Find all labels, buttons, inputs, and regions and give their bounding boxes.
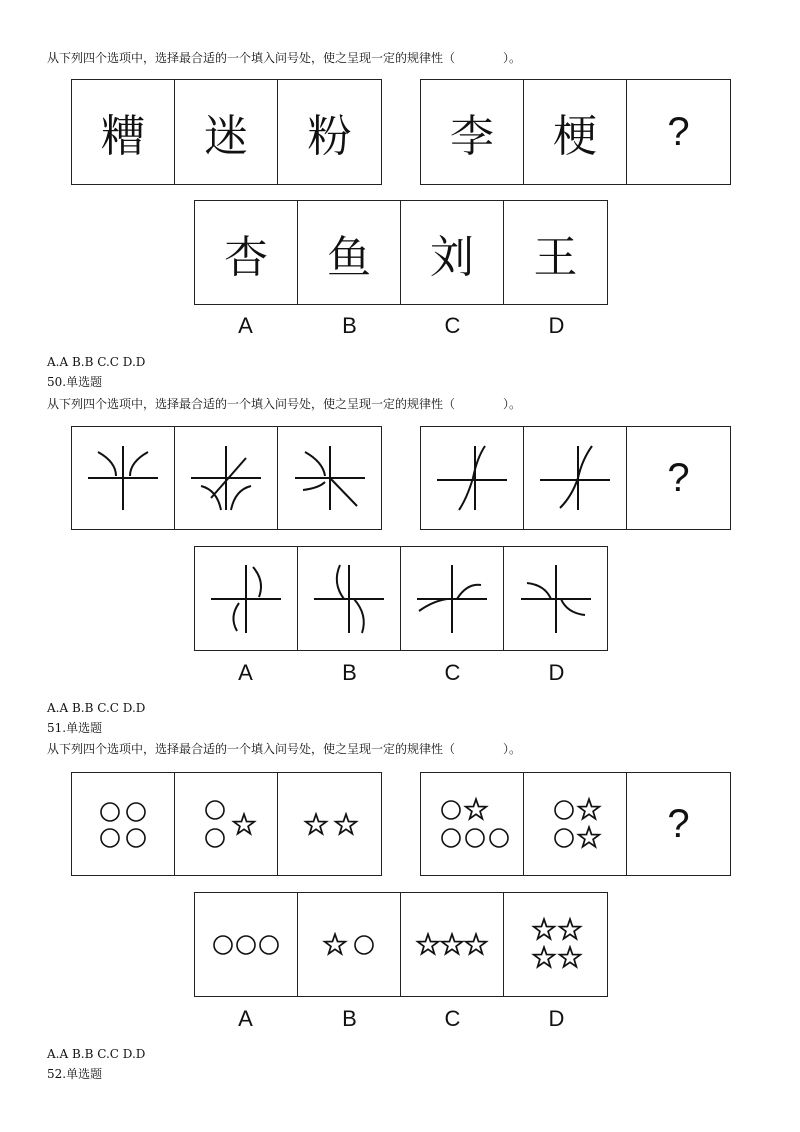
q51-choices: A.A B.B C.C D.D bbox=[47, 1047, 146, 1061]
hanzi-char: 杏 bbox=[224, 231, 268, 283]
cross-with-arcs-icon bbox=[181, 438, 271, 518]
two-circles-one-star-icon bbox=[181, 784, 271, 864]
q50-g2-cell-2 bbox=[524, 427, 627, 529]
q49-option-b[interactable] bbox=[298, 201, 401, 304]
hanzi-char: 王 bbox=[533, 231, 578, 283]
cross-with-s-curve-icon bbox=[427, 438, 517, 518]
question-mark: ? bbox=[667, 455, 690, 500]
q50-g2-cell-1 bbox=[421, 427, 524, 529]
q51-option-b[interactable] bbox=[298, 893, 401, 996]
q50-option-a[interactable] bbox=[195, 547, 298, 650]
q50-option-d[interactable] bbox=[504, 547, 607, 650]
q49-option-d[interactable] bbox=[504, 201, 607, 304]
q51-group2 bbox=[420, 772, 731, 876]
q50-choices: A.A B.B C.C D.D bbox=[47, 701, 146, 715]
option-letter: C bbox=[444, 313, 461, 338]
option-letter: C bbox=[444, 1006, 461, 1031]
q49-group1 bbox=[71, 79, 382, 185]
option-letter: D bbox=[548, 1006, 565, 1031]
option-d-figure-icon bbox=[511, 559, 601, 639]
q50-header: 50.单选题 bbox=[47, 375, 103, 389]
q49-g1-cell-1 bbox=[72, 80, 175, 184]
q49-g2-cell-2 bbox=[524, 80, 627, 184]
q49-g2-cell-1 bbox=[421, 80, 524, 184]
q51-g2-cell-2 bbox=[524, 773, 627, 875]
question-mark: ? bbox=[667, 109, 690, 154]
q50-group1 bbox=[71, 426, 382, 530]
option-letter: D bbox=[548, 660, 565, 685]
hanzi-char: 梗 bbox=[553, 111, 597, 162]
option-letter: B bbox=[342, 313, 357, 338]
q50-g1-cell-2 bbox=[175, 427, 278, 529]
q49-g2-cell-3 bbox=[627, 80, 730, 184]
q49-g1-cell-2 bbox=[175, 80, 278, 184]
hanzi-char: 鱼 bbox=[327, 231, 371, 283]
q52-header: 52.单选题 bbox=[47, 1067, 103, 1081]
option-letter: C bbox=[444, 660, 461, 685]
q51-g1-cell-3 bbox=[278, 773, 381, 875]
q50-option-b[interactable] bbox=[298, 547, 401, 650]
q51-g2-cell-1 bbox=[421, 773, 524, 875]
q51-prompt: 从下列四个选项中，选择最合适的一个填入问号处，使之呈现一定的规律性（ ）。 bbox=[47, 742, 522, 756]
q50-options bbox=[194, 546, 608, 651]
q50-g1-cell-1 bbox=[72, 427, 175, 529]
two-stars-icon bbox=[285, 784, 375, 864]
option-a-figure-icon bbox=[201, 559, 291, 639]
option-letter: A bbox=[238, 660, 253, 685]
q49-group2 bbox=[420, 79, 731, 185]
question-mark: ? bbox=[667, 801, 690, 846]
option-letter: B bbox=[342, 660, 357, 685]
hanzi-char: 刘 bbox=[430, 231, 474, 283]
q49-option-c[interactable] bbox=[401, 201, 504, 304]
option-letter: D bbox=[548, 313, 565, 338]
option-letter: A bbox=[238, 1006, 253, 1031]
cross-with-s-curve-icon bbox=[530, 438, 620, 518]
q49-choices: A.A B.B C.C D.D bbox=[47, 355, 146, 369]
two-circles-two-stars-icon bbox=[530, 784, 620, 864]
cross-with-arcs-icon bbox=[78, 438, 168, 518]
q51-header: 51.单选题 bbox=[47, 721, 103, 735]
hanzi-char: 迷 bbox=[204, 111, 248, 162]
q50-g1-cell-3 bbox=[278, 427, 381, 529]
four-stars-icon bbox=[511, 905, 601, 985]
hanzi-char: 糟 bbox=[101, 111, 145, 162]
option-c-figure-icon bbox=[407, 559, 497, 639]
star-and-circle-icon bbox=[304, 905, 394, 985]
cross-with-arcs-icon bbox=[285, 438, 375, 518]
option-letter: B bbox=[342, 1006, 357, 1031]
three-stars-icon bbox=[407, 905, 497, 985]
q50-group2 bbox=[420, 426, 731, 530]
option-letter: A bbox=[238, 313, 253, 338]
q51-option-a[interactable] bbox=[195, 893, 298, 996]
q51-group1 bbox=[71, 772, 382, 876]
three-circles-icon bbox=[201, 905, 291, 985]
circles-and-star-icon bbox=[427, 784, 517, 864]
hanzi-char: 粉 bbox=[307, 111, 352, 162]
q51-option-d[interactable] bbox=[504, 893, 607, 996]
four-circles-icon bbox=[78, 784, 168, 864]
hanzi-char: 李 bbox=[450, 111, 494, 162]
q49-prompt: 从下列四个选项中，选择最合适的一个填入问号处，使之呈现一定的规律性（ ）。 bbox=[47, 51, 522, 65]
q51-options bbox=[194, 892, 608, 997]
q49-g1-cell-3 bbox=[278, 80, 381, 184]
q50-option-c[interactable] bbox=[401, 547, 504, 650]
q51-g1-cell-1 bbox=[72, 773, 175, 875]
q50-g2-cell-3 bbox=[627, 427, 730, 529]
q49-option-a[interactable] bbox=[195, 201, 298, 304]
q51-option-c[interactable] bbox=[401, 893, 504, 996]
q50-prompt: 从下列四个选项中，选择最合适的一个填入问号处，使之呈现一定的规律性（ ）。 bbox=[47, 397, 522, 411]
q51-g2-cell-3 bbox=[627, 773, 730, 875]
option-b-figure-icon bbox=[304, 559, 394, 639]
q51-g1-cell-2 bbox=[175, 773, 278, 875]
q49-options bbox=[194, 200, 608, 305]
